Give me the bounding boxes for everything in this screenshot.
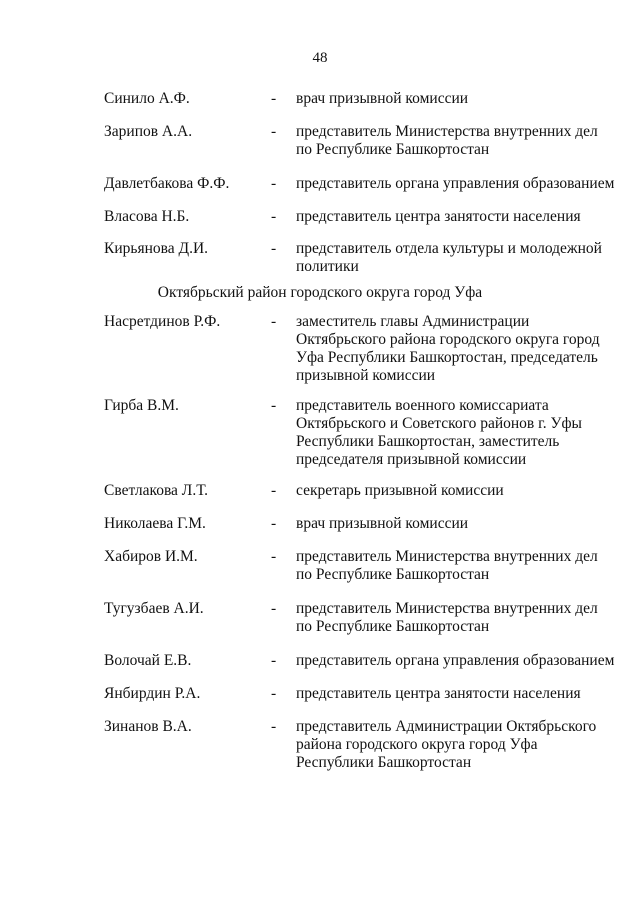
member-role: представитель органа управления образованием xyxy=(296,652,615,669)
section-title: Октябрьский район городского округа город Уфа xyxy=(157,284,483,301)
member-role: представитель центра занятости населения xyxy=(296,685,581,702)
member-name: Насретдинов Р.Ф. xyxy=(104,313,221,330)
member-name: Гирба В.М. xyxy=(104,397,179,414)
member-name: Хабиров И.М. xyxy=(104,548,198,565)
member-role: представитель Министерства внутренних дел по Республике Башкортостан xyxy=(296,600,598,635)
member-name: Николаева Г.М. xyxy=(104,515,206,532)
dash-separator: - xyxy=(271,208,277,225)
dash-separator: - xyxy=(271,175,277,192)
member-role: представитель органа управления образованием xyxy=(296,175,615,192)
member-role: представитель военного комиссариата Октябрьского и Советского районов г. Уфы Республики Башкортостан, заместитель председателя призывной комиссии xyxy=(296,397,582,468)
dash-separator: - xyxy=(271,123,277,140)
dash-separator: - xyxy=(271,600,277,617)
member-role: заместитель главы Администрации Октябрьского района городского округа город Уфа Республики Башкортостан, председатель призывной комиссии xyxy=(296,313,600,384)
member-role: представитель отдела культуры и молодежной политики xyxy=(296,240,602,275)
member-role: представитель Администрации Октябрьского района городского округа город Уфа Республики Башкортостан xyxy=(296,718,597,771)
dash-separator: - xyxy=(271,397,277,414)
member-name: Янбирдин Р.А. xyxy=(104,685,201,702)
dash-separator: - xyxy=(271,240,277,257)
member-name: Давлетбакова Ф.Ф. xyxy=(104,175,230,192)
member-name: Светлакова Л.Т. xyxy=(104,482,208,499)
dash-separator: - xyxy=(271,482,277,499)
member-role: врач призывной комиссии xyxy=(296,90,469,107)
member-name: Кирьянова Д.И. xyxy=(104,240,209,257)
member-role: врач призывной комиссии xyxy=(296,515,469,532)
member-name: Власова Н.Б. xyxy=(104,208,190,225)
dash-separator: - xyxy=(271,90,277,107)
member-name: Зарипов А.А. xyxy=(104,123,193,140)
member-role: представитель центра занятости населения xyxy=(296,208,581,225)
member-name: Волочай Е.В. xyxy=(104,652,192,669)
dash-separator: - xyxy=(271,685,277,702)
dash-separator: - xyxy=(271,652,277,669)
member-name: Синило А.Ф. xyxy=(104,90,190,107)
dash-separator: - xyxy=(271,313,277,330)
member-role: секретарь призывной комиссии xyxy=(296,482,504,499)
member-name: Зинанов В.А. xyxy=(104,718,192,735)
page-number: 48 xyxy=(312,50,328,66)
dash-separator: - xyxy=(271,515,277,532)
dash-separator: - xyxy=(271,718,277,735)
dash-separator: - xyxy=(271,548,277,565)
member-role: представитель Министерства внутренних дел по Республике Башкортостан xyxy=(296,123,598,158)
member-role: представитель Министерства внутренних дел по Республике Башкортостан xyxy=(296,548,598,583)
member-name: Тугузбаев А.И. xyxy=(104,600,204,617)
